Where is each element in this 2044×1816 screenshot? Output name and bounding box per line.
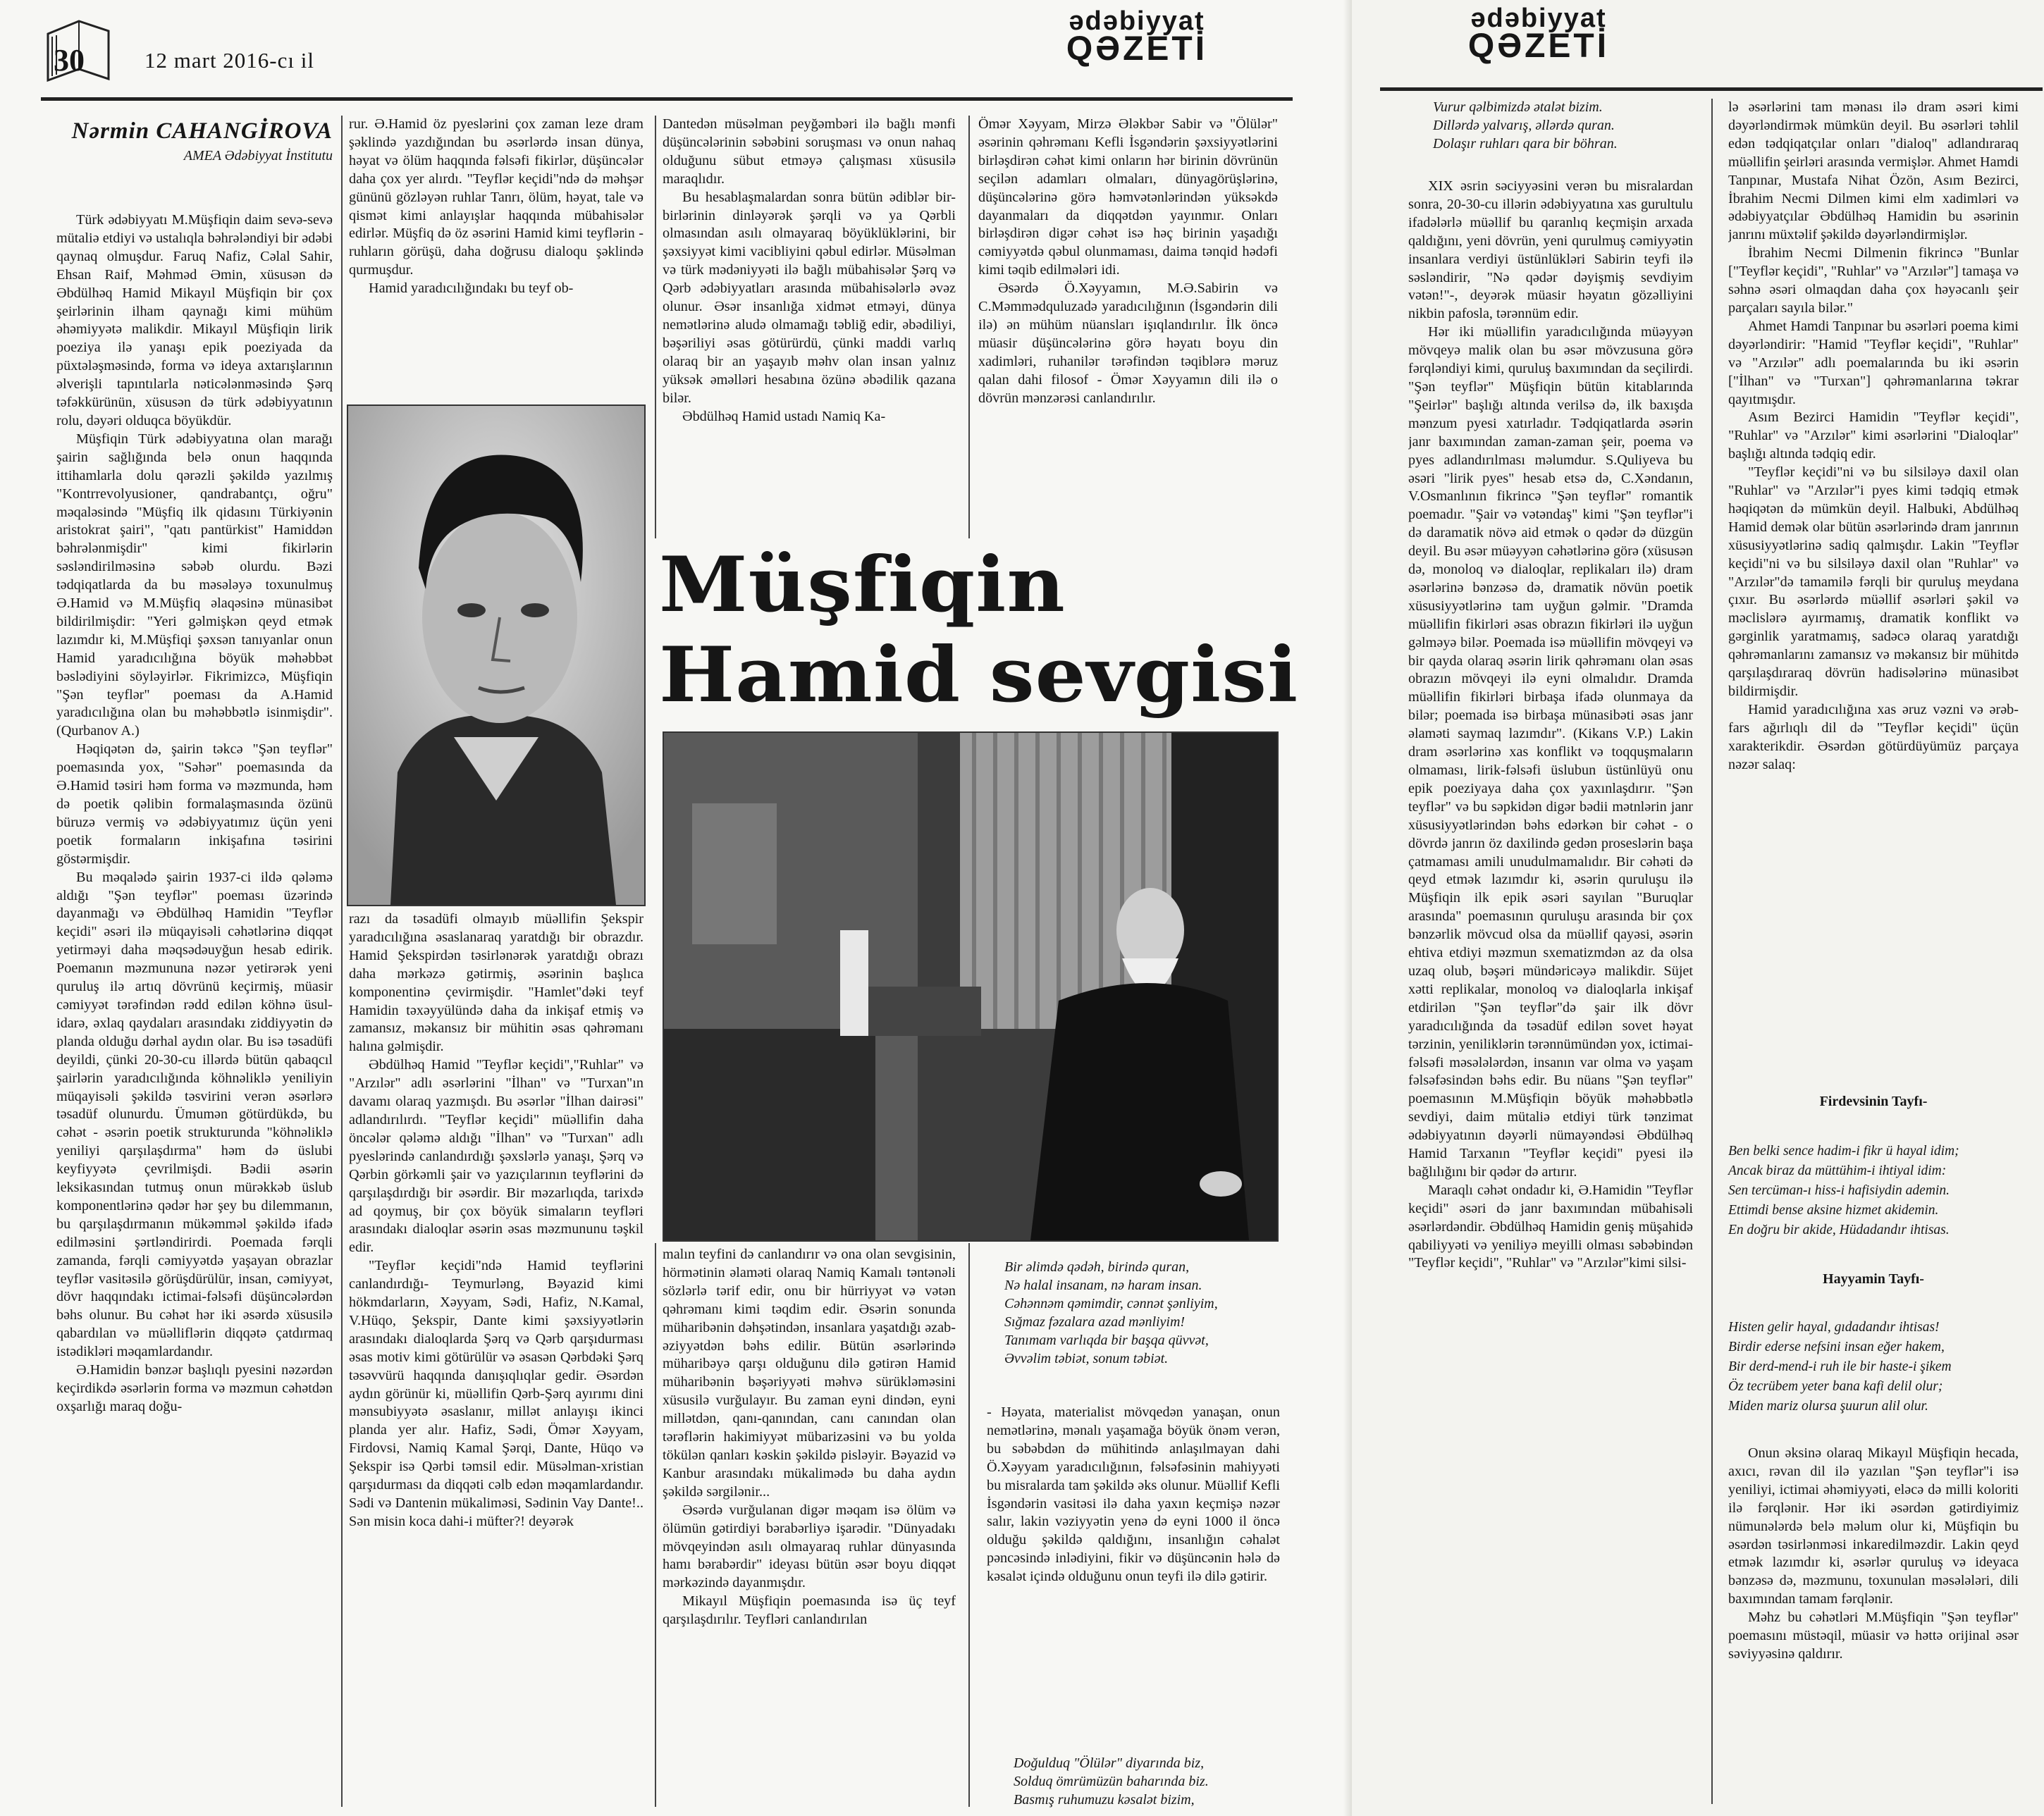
headline-line1: Müşfiqin [659,541,1066,629]
verse-excerpt-hayyam [1728,1318,2024,1416]
masthead-line1: ədəbiyyat [1470,4,1607,33]
paragraph: "Teyflər keçidi"ni və bu silsiləyə daxil olan "Ruhlar" və "Arzılər"i pyes kimi tədqiq etmək həqiqətən də mümkün deyil. Halbuki, Abdülhəq Hamid demək olar bütün əsərlərində dram janrının xüsusiyyətlərinə sadiq qalmışdır. Lakin "Teyflər keçidi"ni və bu silsiləyə daxil olan "Ruhlar" və "Arzılər"də tamamilə fərqli bir quruluş meydana çıxır. Bu əsərlərdə müəllif əsərləri şəkil və məclislərə ayırmamış, dramatik konflikt və gərginlik yaratmamış, sadəcə olaraq yaratdığı qəhrəmanlarını zamansız və məkansız bir mühitdə qarşılaşdıraraq dövrün hadisələrinə münasibət bildirmişdir. [1728,464,2019,699]
paragraph: Türk ədəbiyyatı M.Müşfiqin daim sevə-sevə mütaliə etdiyi və ustalıqla bəhrələndiyi bir ədəbi qaynaq olmuşdur. Faruq Nafiz, Cəlal Sahir, Ehsan Raif, Məhməd Əmin, xüsusən də Əbdülhəq Hamid Mikayıl Müşfiqin bir çox şeirlərinin ilham qaynağı kimi mühüm əhəmiyyətə malikdir. Mikayıl Müşfiqin lirik poeziya ilə yanaşı epik poeziyada da püxtələşməsində, forma və ideya axtarışlarının əlverişli tapıntılarla nəticələnməsində Şərq təfəkkürünün, xüsusən də türk ədəbiyyatının rolu, dəyəri olduqca böyükdür. [56,212,333,428]
verse-line: Solduq ömrümüzün baharında biz. [1014,1773,1209,1789]
paragraph: Məhz bu cəhətləri M.Müşfiqin "Şən teyflər" poemasını müstəqil, müasir və həttə orijinal əsər səviyyəsinə qaldırır. [1728,1610,2019,1662]
paragraph: Həqiqətən də, şairin təkcə "Şən teyflər" poemasında yox, "Səhər" poemasında da Ə.Hamid təsiri həm forma və məzmunda, həm də poetik qəlibin formalaşmasında özünü büruzə vermiş və ədəbiyyatımız üçün yeni poetik formaların inkişafına təsirini göstərmişdir. [56,741,333,867]
paragraph: XIX əsrin səciyyəsini verən bu misralardan sonra, 20-30-cu illərin ədəbiyyatına xas gurultulu ifadələrlə müəllif bu qaranlıq keçmişin arxada qaldığını, yeni dövrün, yeni qurulmuş cəmiyyətin insanlara verdiyi üstünlükləri Sabirin teyfi ilə səsləndirir, "Nə qədər dəyişmiş sevdiyim vətən!"-, deyərək müasir həyatın gözəlliyini nikbin pafosla, tərənnüm edir. [1408,178,1693,322]
verse-line: Birdir ederse nefsini insan eğer hakem, [1728,1340,1945,1354]
page-number: 30 [54,43,85,78]
verse-line: Cəhənnəm qəmimdir, cənnət şənliyim, [1004,1295,1218,1311]
issue-date: 12 mart 2016-cı il [144,48,314,73]
verse-line: Miden mariz olursa şuurun alil olur. [1728,1399,1928,1414]
paragraph: razı da təsadüfi olmayıb müəllifin Şekspir yaradıcılığına əsaslanaraq yaratdığı bir obrazdır. Hamid Şekspirdən təsirlənərək yaratdığı obrazı daha mərkəzə gətirmiş, əsərinin başlıca komponentinə çevirmişdir. "Hamlet"dəki teyf Hamidin təxəyyülündə daha da inkişaf etmiş və zamansız, məkansız bir mühitin əsas qəhrəmanı halına gəlmişdir. [349,911,644,1055]
masthead-line2: QƏZETİ [1066,30,1208,68]
header-rule [41,97,1293,101]
column-2-top [349,116,644,397]
poem-excerpt-1 [1004,1259,1279,1368]
verse-line: Vurur qəlbimizdə ətalət bizim. [1433,99,1603,115]
paragraph: Hamid yaradıcılığındakı bu teyf ob- [369,280,574,297]
column-divider [655,1243,656,1807]
verse-line: Bir derd-mend-i ruh ile bir haste-i şikem [1728,1359,1952,1374]
paragraph: Ə.Hamidin bənzər başlıqlı pyesini nəzərdən keçirdikdə əsərlərin forma və məzmun cəhətdən oxşarlığı maraq doğu- [56,1362,333,1414]
right-column-2 [1728,99,2019,1064]
verse-line: Doğulduq "Ölülər" diyarında biz, [1014,1755,1205,1771]
newspaper-masthead [1436,4,1641,65]
column-divider [968,1243,970,1807]
paragraph: malın teyfini də canlandırır və ona olan sevgisinin, hörmətinin əlaməti olaraq Namiq Kamalı təntənəli sözlərlə tərif edir, onu bir hürriyyət və vətən qəhrəmanı kimi təqdim edir. Əsərin sonunda müharibənin dəhşətindən, insanlara yaşatdığı əzab-əziyyətdən bəhs edilir. Bütün əsərlərində müharibəyə qarşı olduğunu dilə gətirən Hamid müharibənin bəşəriyyəti məhvə sürükləməsini xüsusilə vurğulayır. Bu zaman eyni dindən, eyni millətdən, qanı-qanından, canı canından olan tərəflərin hakimiyyət mübarizəsini və bu yolda tökülən qanları kəskin şəkildə pisləyir. Bəyazid və Kanbur arasındakı mükalimədə bu daha aydın şəkildə sərgilənir... [663,1247,956,1500]
headline-line2: Hamid sevgisi [659,631,1299,719]
verse-line: Basmış ruhumuzu kəsalət bizim, [1014,1791,1195,1808]
article-author: Nərmin CAHANGİROVA [71,118,333,144]
portrait-photo-musfiq [347,404,646,906]
masthead-line1: ədəbiyyat [1069,6,1205,36]
column-4-middle [987,1404,1280,1742]
verse-line: Sığmaz fəzalara azad mənliyim! [1004,1314,1186,1330]
column-3-top [663,116,956,552]
paragraph: - Həyata, materialist mövqedən yanaşan, onun nemətlərinə, mənalı yaşamağa böyük önəm verən, bu səbəbdən də mühitində anlaşılmayan dahi Ö.Xəyyam yaradıcılığının, fəlsəfəsinin mahiyyəti bu misralarda tam şəkildə əks olunur. Müəllif Kefli İsgəndərin vasitəsi ilə daha yaxın keçmişə nəzər salır, lakin vəziyyətin yenə də eyni 1000 il öncə olduğu şəkildə qaldığını, insanlığın cəhalət pəncəsində inlədiyini, fikir və düşüncənin hələ də kəsalət içində olduğunu onun teyfi ilə dilə gətirir. [987,1404,1280,1585]
paragraph: Hamid yaradıcılığına xas əruz vəzni və ərəb-fars ağırlıqlı dil də "Teyflər keçidi" üçün xarakterikdir. Əsərdən götürdüyümüz parçaya nəzər salaq: [1728,701,2019,772]
paragraph: lə əsərlərini tam mənası ilə dram əsəri kimi dəyərləndirmək mümkün deyil. Bu əsərləri təhlil edən tədqiqatçılar onları "dialoq" adlandıraraq müəllifin şeirləri arasında vermişlər. Ahmet Hamdi Tanpınar, Mustafa Nihat Özön, Asım Bezirci, İbrahim Necmi Dilmen kimi elm xadimləri və ədəbiyyatçılar Əbdülhəq Hamidin bu əsərinin janrını müxtəlif şəkildə dəyərləndirmişlər. [1728,99,2019,243]
paragraph: Hər iki müəllifin yaradıcılığında müəyyən mövqeyə malik olan bu əsər mövzusuna görə fərqləndiyi kimi, quruluş baxımından da seçilirdi. "Şən teyflər" Müşfiqin bütün kitablarında "Şeirlər" başlığı altında verilsə də, ilk baxışda mənzum pyesi xatırladır. Tədqiqatlarda əsərin janr baxımından zaman-zaman şeir, poema və pyes adlandırılması məlumdur. S.Quliyeva bu əsəri "lirik pyes" hesab etsə də, C.Xəndanın, V.Osmanlının fikrincə "Şən teyflər" romantik poemadır. "Şair və vətəndaş" kimi "Şən teyflər"i də daramatik növə aid etmək o qədər də düzgün deyil. Bu əsər müəyyən cəhətlərinə görə (xüsusən də, monoloq və dialoqlar, replikaları ilə) dram əsərlərinə bənzəsə də, dramatik növün poetik xüsusiyyətlərinə tam uyğun gəlmir. "Dramda müəllifin fikirləri əsas obrazın fikirləri ilə uyğun gəlməyə bilər. Poemada isə müəllifin mövqeyi və bir qayda olaraq əsərin lirik qəhrəmanı olan əsas obrazın mövqeyi ilə eyni olmalıdır. Dramda müəllifin fikirləri birbaşa ifadə olunmaya da bilər; poemada isə birbaşa münasibəti əsas janr əlaməti saymaq lazımdır". (Kikans V.P.) Lakin dram əsərlərinə xas konflikt və toqquşmaların olmaması, lirik-fəlsəfi üslubun üstünlüyü onu epik poeziyaya daha çox yaxınlaşdırır. "Şən teyflər" və bu səpkidən digər bədii mətnlərin janr xüsusiyyətlərindən bəhs edərkən bir cəhət - o dövrdə janrın öz daxilində gedən proseslərin başa çatmaması amili unudulmamalıdır. Bir cəhəti də qeyd etmək lazımdır ki, əsərin quruluşu ilə Müşfiqin ilk epik əsəri sayılan "Buruqlar arasında" poemasının quruluşu arasında bir çox bənzərlik mövcud olsa da müəllif qayəsi, əsərin ehtiva etdiyi məzmun sxematizmdən az da olsa uzaq olub, bəşəri mündəricəyə malikdir. Süjet xətti replikalar, monoloq və dialoqlarla inkişaf etdirilən "Şən teyflər"də şair ilk dövr yaradıcılığında da təsadüf edilən sovet həyat tərzinin, yeniliklərin tərənnümündən yox, ictimai-fəlsəfi məsələlərdən, insanın var olma və yaşam fəlsəfəsindən bəhs edir. Bu nüans "Şən teyflər" poemasının M.Müşfiqin böyük məhəbbətlə sevdiyi, daim mütaliə etdiyi türk tənzimat ədəbiyyatının dəyərli nümayəndəsi Əbdülhəq Hamid Tarxanın "Teyflər keçidi" pyesi ilə bağlılığını bir qədər də artırır. [1408,324,1693,1180]
verse-line: Dillərdə yalvarış, əllərdə quran. [1433,117,1615,133]
paragraph: Ömər Xəyyam, Mirzə Ələkbər Sabir və "Ölülər" əsərinin qəhrəmanı Kefli İsgəndərin şəxsiyyətlərini birləşdirən cəhət kimi onların hər birinin dövrünün seçilən adamları olmaları, dünyagörüşlərinə, düşüncələrinə görə həmvətənlərindən yüksəkdə dayanmaları da diqqətdən yayınmır. Onları birləşdirən digər cəhət isə həç birinin yaşadığı cəmiyyətdə qəbul olunmaması, daima tənqid hədəfi kimi təqib edilmələri idi. [978,116,1278,278]
column-divider [1711,99,1713,1804]
paragraph: Dantedən müsəlman peyğəmbəri ilə bağlı mənfi düşüncələrinin səbəbini soruşması və onun nahaq olduğunu sübut etməyə çalışması xüsusilə maraqlıdır. [663,116,956,187]
author-institution: AMEA Ədəbiyyat İnstitutu [183,148,333,163]
paragraph: Maraqlı cəhət ondadır ki, Ə.Hamidin "Teyflər keçidi" əsəri də janr baxımından mübahisəli əsərlərdəndir. Əbdülhəq Hamidin geniş müşahidə qabiliyyəti və yeniliyə meyilli olması səbəbindən "Teyflər keçidi", "Ruhlar" və "Arzılər"kimi silsi- [1408,1182,1693,1271]
column-divider [655,116,656,538]
poem-excerpt-3 [1433,99,1658,154]
verse-line: Dolaşır ruhları qara bir böhran. [1433,135,1618,152]
verse-line: Histen gelir hayal, gıdadandır ihtisas! [1728,1320,1940,1335]
paragraph: Mikayıl Müşfiqin poemasında isə üç teyf qarşılaşdırılır. Teyfləri canlandırılan [663,1593,956,1628]
column-1 [56,211,333,1805]
verse-line: Sen tercüman-ı hiss-i hafisiydin ademin. [1728,1183,1950,1198]
paragraph: rur. Ə.Hamid öz pyeslərini çox zaman leze dram şəklində yazdığından bu əsərlərdə insan dünya, həyat və ölüm haqqında fəlsəfi fikirlər, düşüncələr daha çox yer alırdı. "Teyflər keçidi"ndə də məhşər gününü gözləyən ruhlar Tanrı, ölüm, həyat, tale və qismət kimi anlayışlar haqqında mübahisələr edirlər. Müşfiq də öz əsərini Hamid kimi teyflərin - ruhların görüşü, daha doğrusu dialoqu şəklində qurmuşdur. [349,116,644,278]
verse-line: Tanımam varlıqda bir başqa qüvvət, [1004,1332,1209,1348]
right-newspaper-page [1352,0,2044,1816]
paragraph: Əbdülhəq Hamid ustadı Namiq Ka- [682,408,886,424]
paragraph: Əsərdə Ö.Xəyyamın, M.Ə.Sabirin və C.Məmmədquluzadə yaradıcılığının (İsgəndərin dili ilə) ən mühüm nüansları işıqlandırılır. İlk öncə müasir düşüncələrinə görə həyatı boyu din xadimləri, ruhanilər tərəfindən təqiblərə məruz qalan dahi filosof - Ömər Xəyyamın dili ilə o dövrün mənzərəsi canlandırılır. [978,280,1278,406]
masthead-line2: QƏZETİ [1467,27,1610,65]
photo-abdulhaq-hamid [663,731,1279,1242]
verse-line: Əvvəlim təbiət, sonum təbiət. [1004,1350,1169,1366]
paragraph: "Teyflər keçidi"ndə Hamid teyflərini canlandırdığı- Teymurləng, Bəyazid kimi hökmdarların, Xəyyam, Sədi, Hafiz, N.Kamal, V.Hüqo, Şekspir, Dante kimi şəxsiyyətlərin arasındakı dialoqlarda Şərq və Qərb qarşıdurması əsas motiv kimi götürülür və əsasən Qərbdəki Şərq təsəvvürü haqqında danışıqlıqlar gedir. Əsərdən aydın görünür ki, müəllifin Qərb-Şərq ayırımı dini mənsubiyyətə əsaslanır, millət anlayışı ikinci planda yer alır. Hafiz, Sədi, Ömər Xəyyam, Firdovsi, Namiq Kamal Şərqi, Dante, Hüqo və Şekspir isə Qərbi təmsil edir. Müsəlman-xristian qarşıdurması da diqqəti cəlb edən məqamlardandır. Sədi və Dantenin mükaliməsi, Sədinin Vay Dante!.. Sən misin koca dahi-i müfter?! deyərək [349,1258,644,1529]
header-rule [1380,87,2043,91]
paragraph: Onun əksinə olaraq Mikayıl Müşfiqin hecada, axıcı, rəvan dil ilə yazılan "Şən teyflər"i isə yeniliyi, ictimai əhəmiyyəti, eləcə də milli koloriti ilə fərqlənir. Hər iki əsərdən gətirdiyimiz nümunələrdə belə məlum olur ki, Müşfiqin bu əsərdən təsirlənməsi inkaredilməzdir. Lakin qeyd etmək lazımdır ki, əsərlər quruluş və ideyaca bənzəsə də, məzmunu, toxunulan məsələləri, dili baxımından tamam fərqlənir. [1728,1445,2019,1607]
paragraph: Ahmet Hamdi Tanpınar bu əsərləri poema kimi dəyərləndirir: "Hamid "Teyflər keçidi", "Ruhlar" və "Arzılər" adlı poemalarında bu iki əsərin ["İlhan" və "Turxan"] qəhrəmanlarına təkrar qayıtmışdır. [1728,318,2019,407]
column-divider [341,116,343,1807]
paragraph: Asım Bezirci Hamidin "Teyflər keçidi", "Ruhlar" və "Arzılər" kimi əsərlərini "Dialoqlar" başlığı altında tədqiq edir. [1728,409,2019,462]
paragraph: İbrahim Necmi Dilmenin fikrincə "Bunlar ["Teyflər keçidi", "Ruhlar" və "Arzılər"] tamaşa və səhnə əsəri olmaqdan daha çox həyəcanlı şeir parçaları sayıla bilər." [1728,245,2019,316]
verse-line: Nə halal insanam, nə haram insan. [1004,1277,1202,1293]
column-3-bottom [663,1246,956,1810]
poem-excerpt-2 [1014,1755,1281,1810]
verse-subheading-hayyam: Hayyamin Tayfı- [1823,1271,1924,1287]
verse-line: Ettimdi bense aksine hizmet akidemin. [1728,1203,1939,1218]
newspaper-masthead [1035,6,1239,68]
paragraph: Əbdülhəq Hamid "Teyflər keçidi","Ruhlar" və "Arzılər" adlı əsərlərini "İlhan" və "Turxan"ın davamı olaraq yazmışdı. Bu əsərlər "İlhan dairəsi" adlandırılırdı. "Teyflər keçidi" müəllifin daha öncələr qələmə aldığı "İlhan" və "Turxan" adlı pyeslərində canlandırdığı şəxslərlə yanaşı, Şərq və Qərbin görkəmli şair və yazıçılarının teyflərini də qarşılaşdırdığı bir əsərdir. Bir məzarlıqda, tarixdə ad qoymuş, bir çox böyük simaların teyfləri arasındakı dialoqlar əsərin əsas məzmununu təşkil edir. [349,1057,644,1256]
verse-line: En doğru bir akide, Hüdadandır ihtisas. [1728,1223,1950,1237]
verse-excerpt-firdevsi [1728,1142,2024,1240]
verse-line: Ben belki sence hadim-i fikr ü hayal idim; [1728,1144,1959,1159]
article-headline [659,540,1298,720]
column-4-top [978,116,1278,538]
column-divider [968,116,970,538]
column-2-bottom [349,910,644,1805]
verse-line: Ancak biraz da müttühim-i ihtiyal idim: [1728,1163,1947,1178]
paragraph: Əsərdə vurğulanan digər məqam isə ölüm və ölümün gətirdiyi bərabərliyə işarədir. "Dünyadakı mövqeyindən asılı olmayaraq ruhlar dünyasında hamı bərabərdir" ideyası bütün əsər boyu diqqət mərkəzində dayanmışdır. [663,1502,956,1591]
right-column-2-end [1728,1445,2019,1805]
verse-line: Öz tecrübem yeter bana kafi delil olur; [1728,1379,1943,1394]
right-column-1 [1408,178,1693,1805]
verse-subheading-firdevsi: Firdevsinin Tayfı- [1819,1094,1928,1109]
paragraph: Bu hesablaşmalardan sonra bütün ədiblər bir-birlərinin dinləyərək şərqli və ya Qərbli olmasından asılı olmayaraq böyüklüklərini, bir şəxsiyyət kimi vacibliyini qəbul edirlər. Müsəlman və türk mədəniyyəti ilə bağlı mübahisələr Şərq və Qərb ədəbiyyatları arasında mübahisələrlə əvəz olunur. Əsər insanlığa xidmət etməyi, dünya nemətlərinə aludə olmamağı təbliğ edir, əbədiliyi, bəşəriliyi əsas götürürdü, çünki maddi varlıq olaraq bir an yaşayıb məhv olan insan yalnız yüksək əməlləri hesabına özünə əbədilik qazana bilər. [663,189,956,406]
paragraph: Bu məqalədə şairin 1937-ci ildə qələmə aldığı "Şən teyflər" poeması üzərində dayanmağı və Əbdülhəq Hamidin "Teyflər keçidi" əsəri ilə müqayisəli cəhətlərinə diqqət yetirməyi daha məqsədəuyğun hesab edirik. Poemanın məzmununa nəzər yetirərək yeni quruluş ilə artıq dövrünü keçirmiş, müasir cəmiyyət tərəfindən rədd edilən köhnə üsul-idarə, əxlaq qaydaları arasındakı ziddiyyətin də planda olduğu dərhal aydın olar. Bu isə təsadüfi deyildi, çünki 20-30-cu illərdə bütün qabaqcıl şairlərin yaradıcılığında köhnəliklə yeniliyin müqayisəli şəkildə təsvirini verən əsərlərə təsadüf olunurdu. Ümumən götürdükdə, bu cəhət - əsərin poetik strukturunda "köhnəliklə yeniliyi qarşılaşdırma" həm də üslubi keyfiyyətə çevrilmişdi. Bədii əsərin leksikasından tutmuş onun mürəkkəb üslub komponentlərinə qədər hər şey bu dilemmanın, bu qarşılaşdırmanın mükəmməl şəkildə ifadə edilməsini şərtləndirirdi. Poemada fərqli zamanda, fərqli cəmiyyətdə yaşayan obrazlar teyflər vasitəsilə görüşdürülür, insan, cəmiyyət, dövr haqqındakı ictimai-fəlsəfi düşüncələrdən bəhs olunur. Bu cəhət hər iki əsərdə xüsusilə qabardılan və müəlliflərin diqqətə çatdırmaq istədikləri məqamlardandır. [56,869,333,1360]
verse-line: Bir əlimdə qədəh, birində quran, [1004,1259,1190,1275]
paragraph: Müşfiqin Türk ədəbiyyatına olan marağı şairin sağlığında belə onun haqqında ittihamlarla dolu qərəzli şəkildə yazılmış "Kontrrevolyusioner, qandrabantçı, oğru" məqaləsində "Müşfiq ilk qidasını Türkiyənin aristokrat şairi", "qatı pantürkist" Hamiddən bəhrələnmişdir" kimi fikirlərin səsləndirilməsinə səbəb olurdu. Bəzi tədqiqatlarda da bu məsələyə toxunulmuş Ə.Hamid və M.Müşfiq əlaqəsinə münasibət bildirilmişdir: "Yeri gəlmişkən qeyd etmək lazımdır ki, M.Müşfiqi şəxsən tanıyanlar onun Hamid yaradıcılığına böyük məhəbbət bəslədiyini söyləyirlər. Fikrimizcə, Müşfiqin "Şən teyflər" poeması da A.Hamid yaradıcılığına olan bu məhəbbətlə isinmişdir". (Qurbanov A.) [56,431,333,739]
